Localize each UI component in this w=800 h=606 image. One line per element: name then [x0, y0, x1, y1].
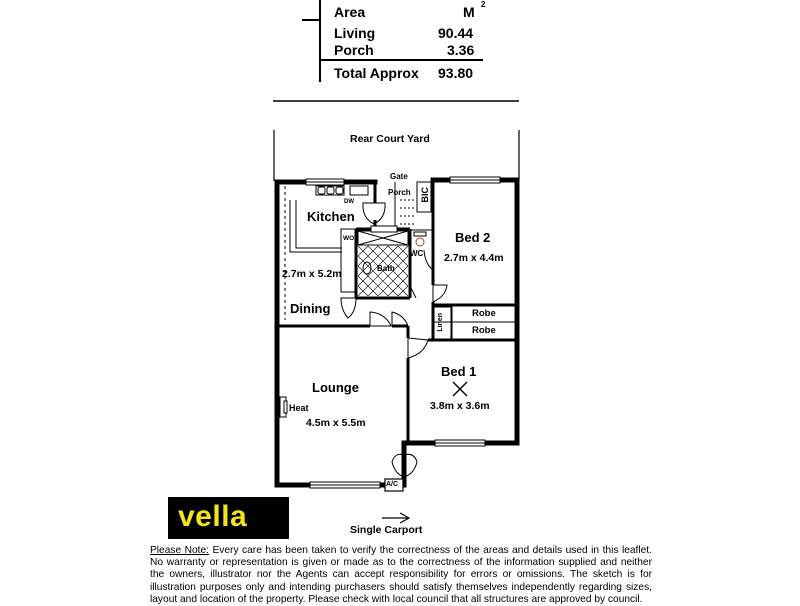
label-ac: A/C — [386, 481, 399, 488]
label-bed2-dims: 2.7m x 4.4m — [444, 252, 504, 264]
area-row-value: 3.36 — [447, 42, 475, 58]
disclaimer — [150, 545, 652, 606]
vella-logo — [168, 497, 289, 539]
label-gate: Gate — [390, 172, 408, 181]
label-linen: Linen — [437, 313, 444, 332]
label-bed1: Bed 1 — [441, 364, 477, 379]
label-dining: Dining — [290, 301, 331, 316]
area-total-value: 93.80 — [438, 65, 474, 81]
label-lounge-dims: 4.5m x 5.5m — [306, 417, 366, 429]
label-heat: Heat — [289, 403, 309, 413]
heater — [280, 397, 287, 417]
label-bed2: Bed 2 — [455, 230, 491, 245]
logo-text: vella — [178, 500, 248, 533]
kitchen-sink — [316, 186, 368, 195]
label-bic: BIC — [420, 187, 430, 203]
area-row-label: Porch — [334, 42, 374, 58]
area-header-label: Area — [334, 4, 366, 20]
area-row-label: Living — [334, 25, 376, 41]
label-bath: Bath — [377, 264, 395, 273]
carport-arrow — [382, 513, 409, 523]
label-robe: Robe — [472, 308, 496, 319]
label-rear-court-yard: Rear Court Yard — [350, 133, 430, 145]
disclaimer-heading: Please Note: — [150, 545, 209, 556]
disclaimer-text: Every care has been taken to verify the correctness of the areas and details used in this leaflet. No warranty or representation is given or made as to the correctness of the information supplied and neither the owners, illustrator nor the Agents can accept responsibility for errors or omissions. The sketch is for illustration purposes only and intending purchasers should satisfy themselves independently regarding sizes, layout and location of the property. Please check with local council that all structures are approved by council. — [150, 545, 652, 605]
label-carport: Single Carport — [350, 524, 423, 536]
label-dw: DW — [344, 199, 354, 205]
area-header-unit: M — [463, 4, 475, 20]
label-lounge: Lounge — [312, 380, 359, 395]
light-fixture — [453, 382, 467, 396]
label-kitchen-dims: 2.7m x 5.2m — [282, 268, 342, 280]
label-porch: Porch — [388, 188, 411, 197]
label-bed1-dims: 3.8m x 3.6m — [430, 400, 490, 412]
label-wo: WO — [343, 235, 355, 242]
area-total-label: Total Approx — [334, 65, 419, 81]
label-robe: Robe — [472, 325, 496, 336]
area-row-value: 90.44 — [438, 25, 474, 41]
label-kitchen: Kitchen — [307, 209, 355, 224]
area-header-unit-sup: 2 — [481, 0, 486, 9]
label-wc: WC — [410, 249, 424, 258]
